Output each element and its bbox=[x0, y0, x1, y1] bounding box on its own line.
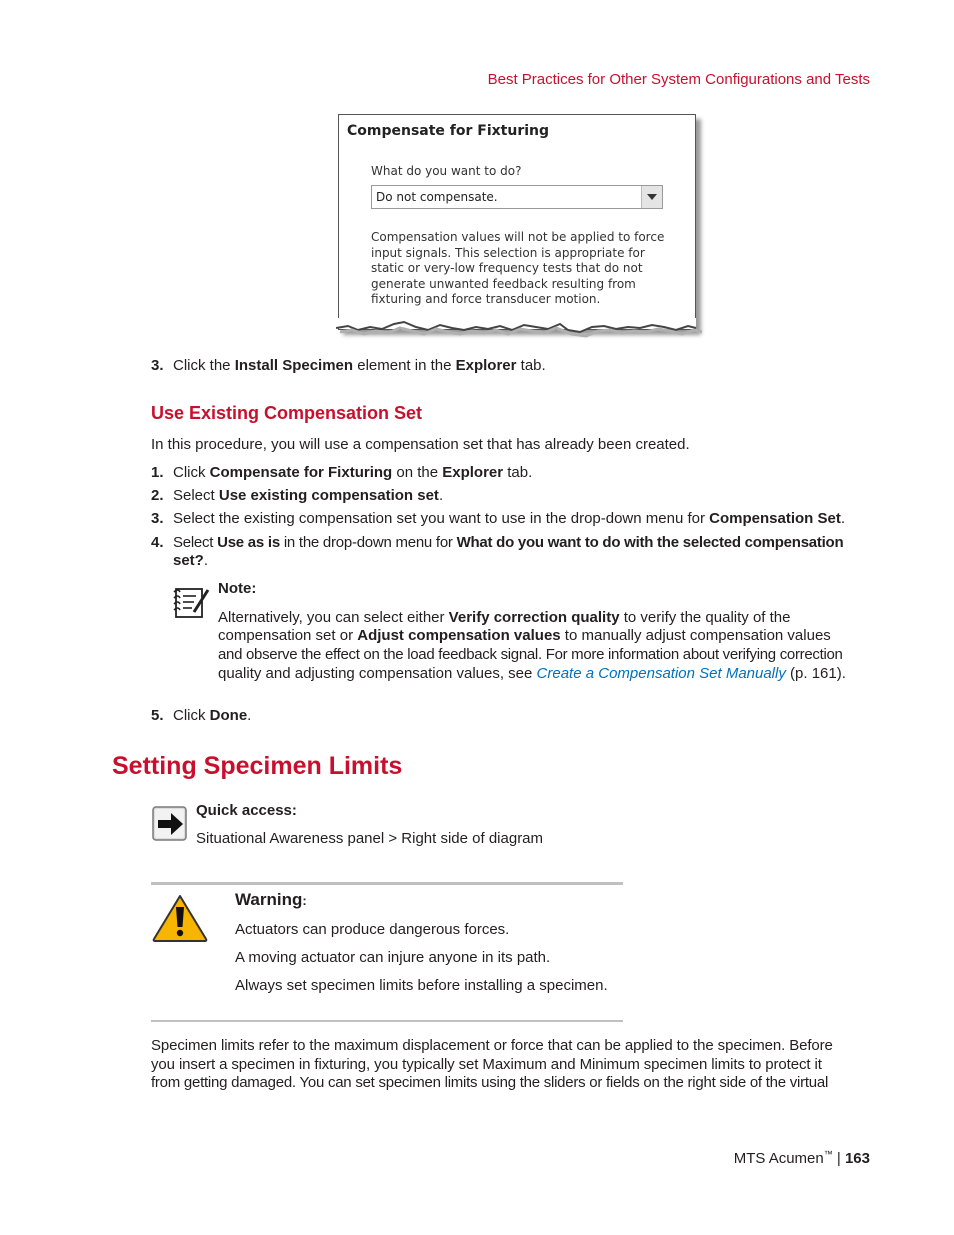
warning-line: Always set specimen limits before installing a specimen. bbox=[235, 977, 608, 994]
desc-line: static or very-low frequency tests that do not bbox=[371, 261, 643, 275]
step-bold: Explorer bbox=[455, 357, 517, 374]
select-value: Do not compensate. bbox=[376, 190, 498, 204]
body-line: Specimen limits refer to the maximum displacement or force that can be applied to the specimen. Before bbox=[151, 1037, 833, 1054]
step-bold: Compensate for Fixturing bbox=[209, 464, 393, 481]
section-intro: In this procedure, you will use a compensation set that has already been created. bbox=[151, 436, 690, 453]
note-label: Note: bbox=[218, 580, 257, 597]
warning-colon: : bbox=[302, 893, 307, 908]
arrow-right-icon bbox=[152, 806, 188, 842]
step-text: element in the bbox=[353, 357, 456, 374]
note-text: (p. 161). bbox=[785, 665, 846, 682]
step-text: . bbox=[840, 510, 845, 527]
step-text: Click bbox=[173, 464, 210, 481]
note-text: Alternatively, you can select either bbox=[218, 609, 449, 626]
step-1 bbox=[151, 463, 533, 482]
warning-line: Actuators can produce dangerous forces. bbox=[235, 921, 510, 938]
step-bold: What do you want to do with the selected compensation bbox=[456, 534, 844, 551]
step-text: in the drop-down menu for bbox=[279, 534, 457, 551]
step-bold: Use as is bbox=[217, 534, 280, 551]
cross-reference-link[interactable]: Create a Compensation Set Manually bbox=[536, 665, 786, 682]
warning-label bbox=[235, 890, 307, 910]
step-3 bbox=[151, 509, 845, 528]
chevron-down-icon[interactable] bbox=[641, 186, 662, 208]
step-text: on the bbox=[392, 464, 443, 481]
page-footer bbox=[700, 1149, 870, 1167]
step-number: 3. bbox=[151, 510, 164, 527]
step-bold: Use existing compensation set bbox=[218, 487, 439, 504]
note-line: and observe the effect on the load feedback signal. For more information about verifying correction bbox=[218, 646, 843, 663]
note-line bbox=[218, 626, 831, 645]
desc-line: Compensation values will not be applied to force bbox=[371, 230, 665, 244]
note-line bbox=[218, 664, 846, 683]
step-number: 3. bbox=[151, 357, 164, 374]
step-text: tab. bbox=[516, 357, 546, 374]
note-line bbox=[218, 608, 791, 627]
compensation-select[interactable] bbox=[371, 185, 663, 209]
step-bold: Done bbox=[209, 707, 248, 724]
note-text: to manually adjust compensation values bbox=[560, 627, 831, 644]
step-2 bbox=[151, 486, 444, 505]
step-text: . bbox=[203, 552, 209, 569]
step-text: tab. bbox=[503, 464, 533, 481]
footer-product: MTS Acumen bbox=[733, 1150, 824, 1167]
step-text: Click bbox=[173, 707, 210, 724]
body-line: you insert a specimen in fixturing, you typically set Maximum and Minimum specimen limits to protect it bbox=[151, 1056, 822, 1073]
step-bold: set? bbox=[173, 552, 204, 569]
warning-bottom-rule bbox=[151, 1020, 623, 1022]
step-number: 2. bbox=[151, 487, 164, 504]
warning-line: A moving actuator can injure anyone in its path. bbox=[235, 949, 551, 966]
step-bold: Compensation Set bbox=[709, 510, 841, 527]
step-text: Select the existing compensation set you want to use in the drop-down menu for bbox=[173, 510, 710, 527]
note-bold: Adjust compensation values bbox=[357, 627, 561, 644]
step-5 bbox=[151, 706, 252, 725]
step-bold: Explorer bbox=[442, 464, 504, 481]
note-text: to verify the quality of the bbox=[619, 609, 791, 626]
section-heading: Use Existing Compensation Set bbox=[151, 403, 423, 423]
desc-line: input signals. This selection is appropriate for bbox=[371, 245, 645, 260]
dialog-question: What do you want to do? bbox=[371, 164, 522, 178]
desc-line: fixturing and force transducer motion. bbox=[371, 292, 601, 306]
page-number: 163 bbox=[844, 1150, 870, 1167]
quick-access-label: Quick access: bbox=[196, 802, 297, 819]
note-bold: Verify correction quality bbox=[448, 609, 620, 626]
step-text: Select bbox=[173, 534, 218, 551]
step-text: Select bbox=[173, 487, 219, 504]
step-4-cont bbox=[173, 551, 208, 570]
desc-line: generate unwanted feedback resulting from bbox=[371, 276, 636, 291]
step-text: . bbox=[438, 487, 444, 504]
trademark: ™ bbox=[823, 1149, 833, 1159]
torn-edge bbox=[336, 318, 706, 346]
notepad-icon bbox=[172, 584, 212, 620]
quick-access-text: Situational Awareness panel > Right side of diagram bbox=[196, 830, 544, 847]
step-text: Click the bbox=[173, 357, 235, 374]
step-text: . bbox=[247, 707, 252, 724]
dialog-title: Compensate for Fixturing bbox=[347, 123, 550, 139]
warning-top-rule bbox=[151, 882, 623, 885]
step-number: 1. bbox=[151, 464, 164, 481]
step-number: 5. bbox=[151, 707, 164, 724]
dialog-description bbox=[371, 230, 671, 308]
note-text: quality and adjusting compensation values, see bbox=[218, 665, 537, 682]
step-bold: Install Specimen bbox=[234, 357, 354, 374]
compensate-dialog-figure bbox=[338, 114, 696, 330]
warning-triangle-icon bbox=[151, 893, 209, 943]
warning-label-text: Warning bbox=[235, 890, 303, 909]
footer-separator: | bbox=[832, 1150, 845, 1167]
running-header: Best Practices for Other System Configurations and Tests bbox=[487, 71, 870, 88]
note-text: compensation set or bbox=[218, 627, 358, 644]
body-line: from getting damaged. You can set specimen limits using the sliders or fields on the right side of the virtual bbox=[151, 1074, 829, 1091]
step-number: 4. bbox=[151, 534, 164, 551]
step-4 bbox=[151, 533, 844, 552]
page-section-title: Setting Specimen Limits bbox=[112, 752, 403, 780]
step-install-specimen bbox=[151, 356, 546, 375]
